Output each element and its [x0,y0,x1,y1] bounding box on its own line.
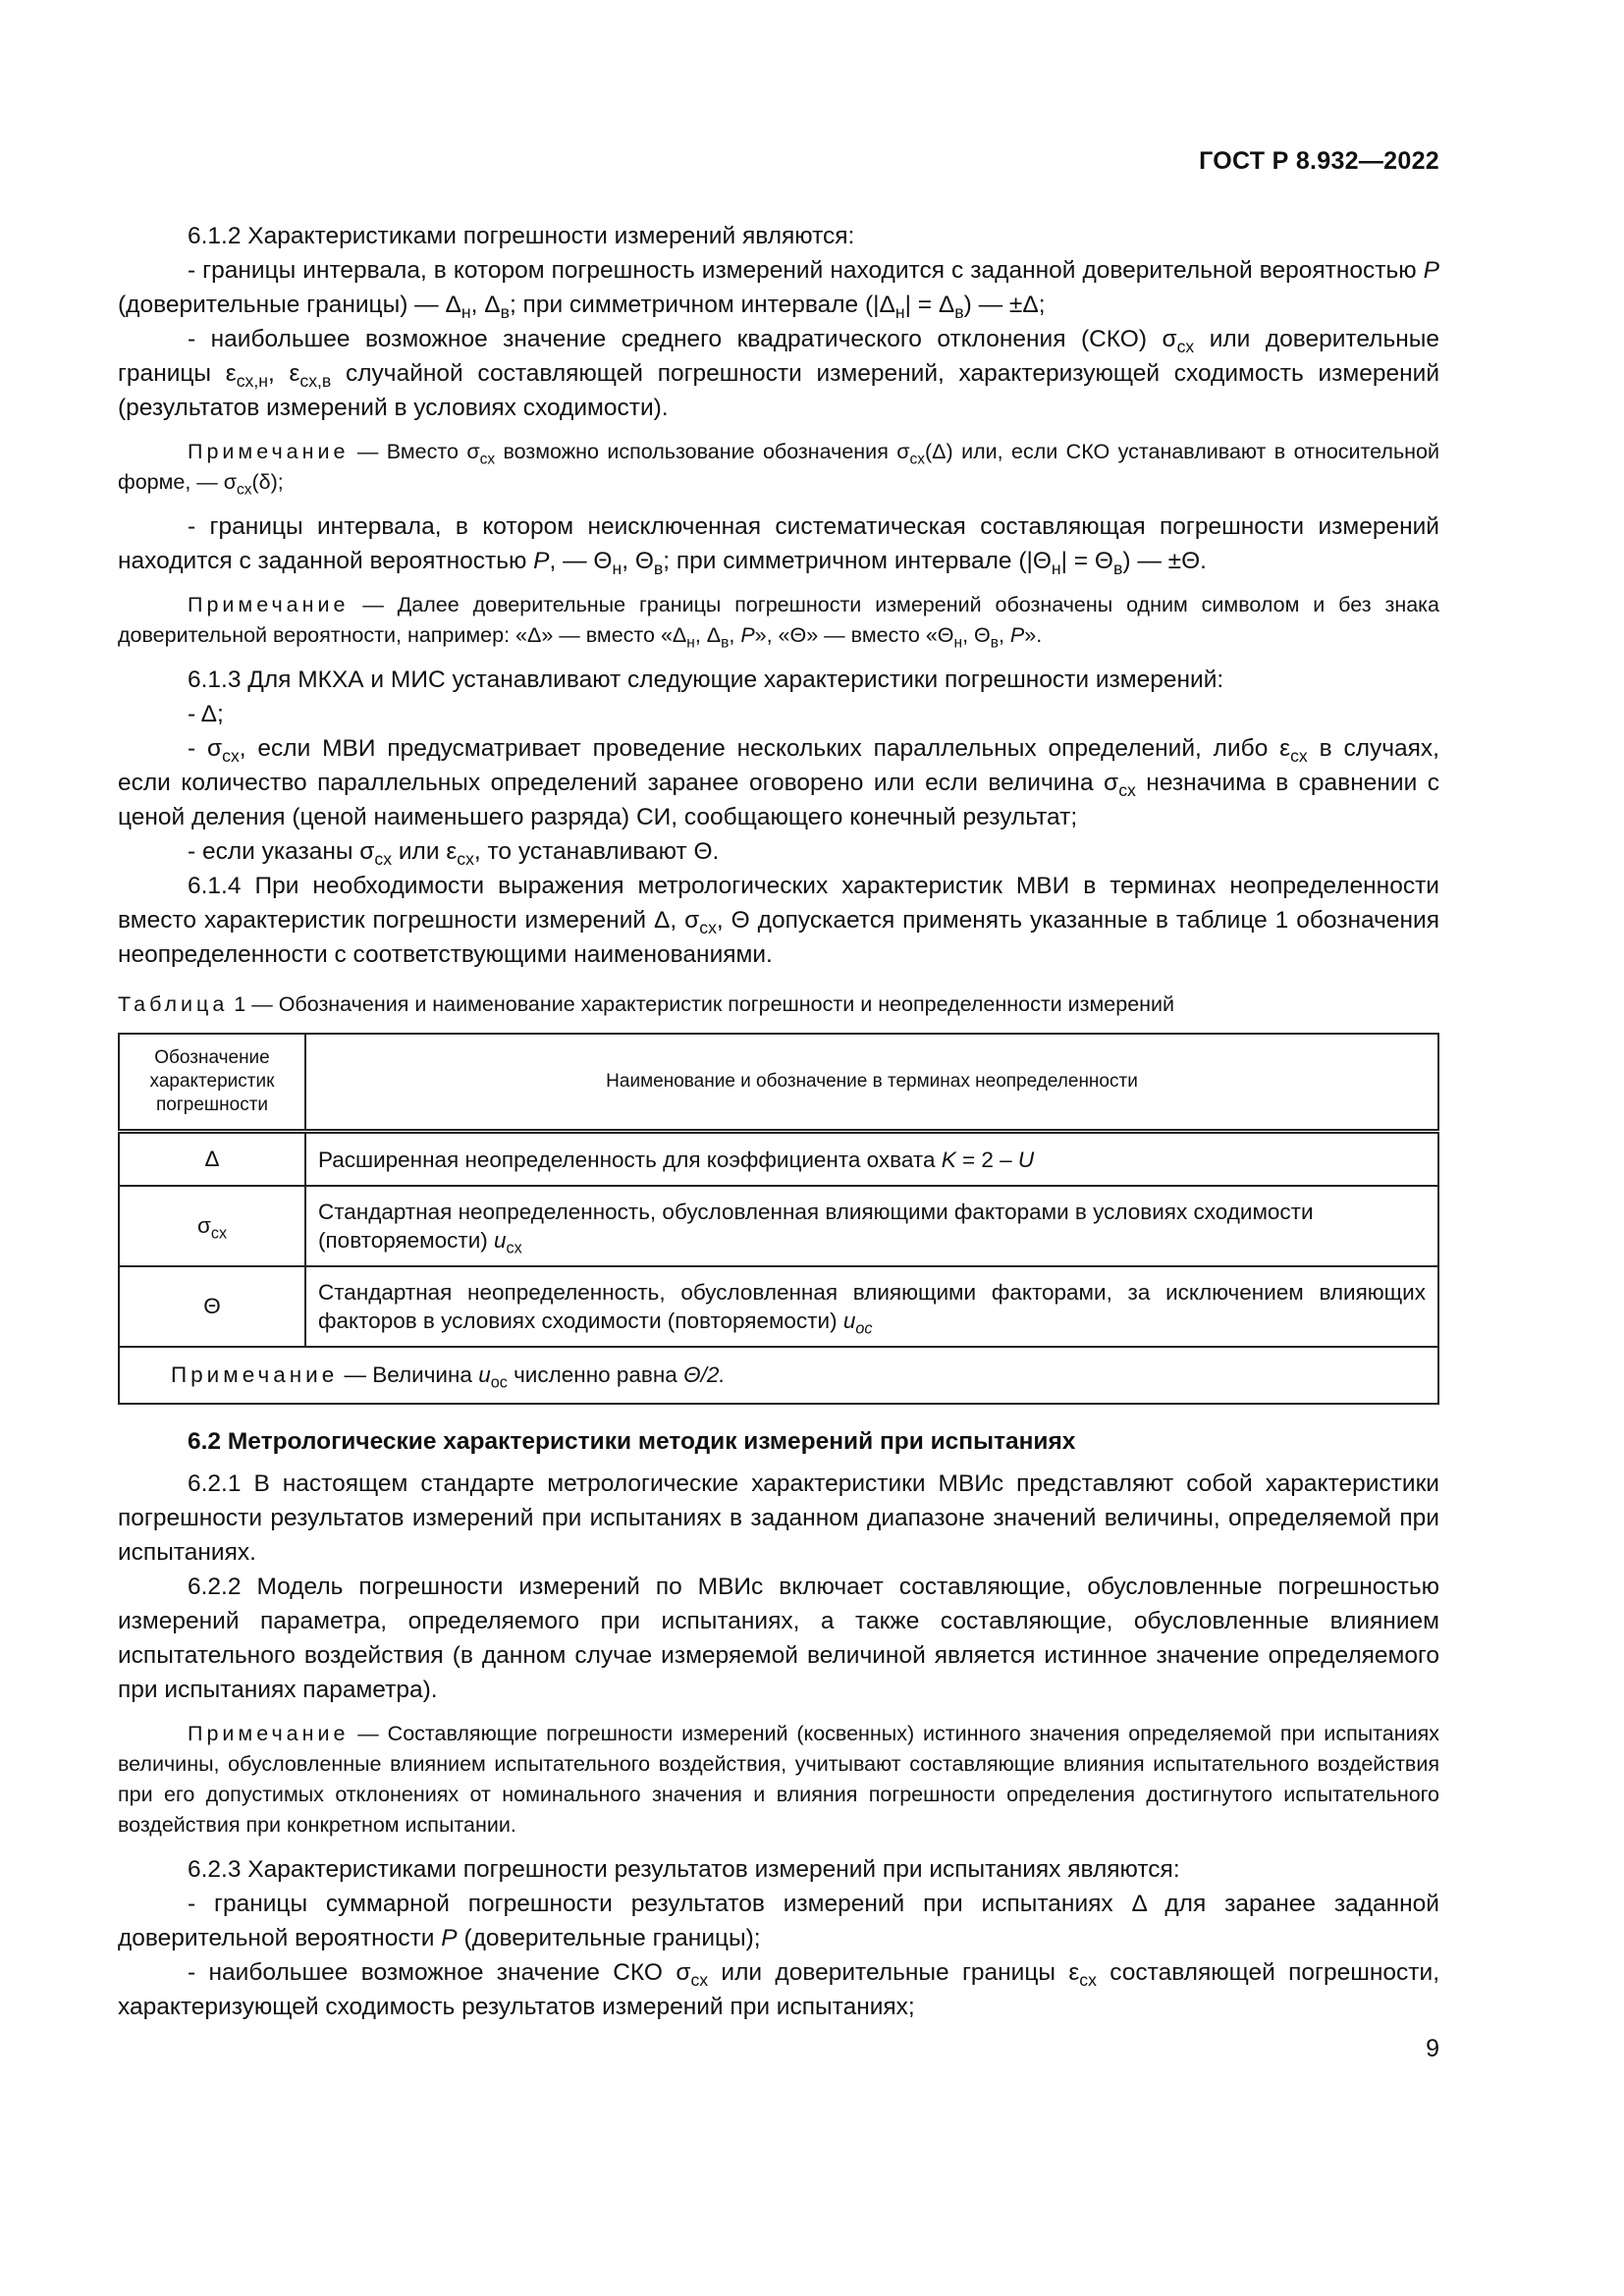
paragraph-6-1-2-item-3: - границы интервала, в котором неисключенная систематическая составляющая погрешности измерений находится с заданной вероятностью P, — $\Theta_н$, $\Theta_в$; при симметричном интервале $(|\Theta_н| = \Theta_в)$ — ±Θ. [118,513,1439,579]
note-3: Примечание — Составляющие погрешности измерений (косвенных) истинного значения определяемой при испытаниях величины, обусловленные влиянием испытательного воздействия, учитывают составляющие влияния испытательного воздействия при его допустимых отклонениях от номинального значения и влияния погрешности определения достигнутого испытательного воздействия при конкретном испытании. [118,1722,1439,1837]
table-note: Примечание — Величина $u_{ос}$ численно равна Θ/2. [119,1347,1438,1404]
paragraph-6-1-2-item-2: - наибольшее возможное значение среднего квадратического отклонения (СКО) $\sigma_{сх}$ или доверительные границы $\varepsilon_{сх,н}$, $\varepsilon_{сх,в}$ случайной составляющей погрешности измерений, характеризующей сходимость измерений (результатов измерений в условиях сходимости). [118,326,1440,421]
table-row [119,1186,1438,1266]
paragraph-6-1-3-item-1: - Δ; [188,701,224,727]
table-row [119,1266,1438,1347]
document-id: ГОСТ Р 8.932—2022 [1199,147,1439,175]
table-cell-description: Стандартная неопределенность, обусловленная влияющими факторами, за исключением влияющих факторов в условиях сходимости (повторяемости) $u_{ос}$ [305,1266,1438,1347]
note-2: Примечание — Далее доверительные границы погрешности измерений обозначены одним символом и без знака доверительной вероятности, например: «Δ» — вместо «$\Delta_н$, $\Delta_в$, P», «Θ» — вместо «$\Theta_н$, $\Theta_в$, P». [118,593,1439,652]
paragraph-6-2-3: 6.2.3 Характеристиками погрешности результатов измерений при испытаниях являются: [188,1856,1180,1883]
table-cell-symbol: $\sigma_{сх}$ [119,1186,305,1266]
section-6-2-title: 6.2 Метрологические характеристики методик измерений при испытаниях [188,1428,1076,1455]
table-cell-description: Расширенная неопределенность для коэффициента охвата K = 2 – U [305,1132,1438,1187]
table-row [119,1132,1438,1187]
table-cell-symbol: Δ [119,1132,305,1187]
paragraph-6-1-3-item-2: - $\sigma_{сх}$, если МВИ предусматривает проведение нескольких параллельных определений, либо $\varepsilon_{сх}$ в случаях, если количество параллельных определений заранее оговорено или если величина $\sigma_{сх}$ незначима в сравнении с ценой деления (ценой наименьшего разряда) СИ, сообщающего конечный результат; [118,735,1439,830]
paragraph-6-1-4: 6.1.4 При необходимости выражения метрологических характеристик МВИ в терминах неопределенности вместо характеристик погрешности измерений Δ, $\sigma_{сх}$, Θ допускается применять указанные в таблице 1 обозначения неопределенности с соответствующими наименованиями. [118,873,1439,968]
paragraph-6-1-2: 6.1.2 Характеристиками погрешности измерений являются: [188,223,855,249]
table-cell-description: Стандартная неопределенность, обусловленная влияющими факторами в условиях сходимости (повторяемости) $u_{сх}$ [305,1186,1438,1266]
table-1-caption: Таблица 1 — Обозначения и наименование характеристик погрешности и неопределенности измерений [118,992,1175,1016]
table-note-row [119,1347,1438,1404]
table-header-row [119,1034,1438,1132]
table-cell-symbol: Θ [119,1266,305,1347]
table-1 [118,1033,1439,1405]
table-header-col2: Наименование и обозначение в терминах неопределенности [305,1034,1438,1132]
paragraph-6-1-3-item-3: - если указаны $\sigma_{сх}$ или $\varepsilon_{сх}$, то устанавливают Θ. [188,838,720,870]
paragraph-6-1-3: 6.1.3 Для МКХА и МИС устанавливают следующие характеристики погрешности измерений: [188,667,1224,693]
paragraph-6-2-2: 6.2.2 Модель погрешности измерений по МВИс включает составляющие, обусловленные погрешностью измерений параметра, определяемого при испытаниях, а также составляющие, обусловленные влиянием испытательного воздействия (в данном случае измеряемой величиной является истинное значение определяемого при испытаниях параметра). [118,1574,1439,1703]
page-body [118,147,1439,2024]
paragraph-6-1-2-item-1: - границы интервала, в котором погрешность измерений находится с заданной доверительной вероятностью P (доверительные границы) — $\Delta_н$, $\Delta_в$; при симметричном интервале $(|\Delta_н| = \Delta_в)$ — ±Δ; [118,257,1439,323]
note-1: Примечание — Вместо $\sigma_{сх}$ возможно использование обозначения $\sigma_{сх}(\Delta)$ или, если СКО устанавливают в относительной форме, — $\sigma_{сх}(\delta)$; [118,440,1439,499]
paragraph-6-2-3-item-1: - границы суммарной погрешности результатов измерений при испытаниях Δ для заранее заданной доверительной вероятности P (доверительные границы); [118,1891,1439,1951]
page-number: 9 [1426,2035,1439,2062]
paragraph-6-2-1: 6.2.1 В настоящем стандарте метрологические характеристики МВИс представляют собой характеристики погрешности результатов измерений при испытаниях в заданном диапазоне значений величины, определяемой при испытаниях. [118,1470,1439,1566]
table-header-col1: Обозначение характеристик погрешности [119,1034,305,1132]
paragraph-6-2-3-item-2: - наибольшее возможное значение СКО $\sigma_{сх}$ или доверительные границы $\varepsilon_{сх}$ составляющей погрешности, характеризующей сходимость результатов измерений при испытаниях; [118,1959,1440,2020]
